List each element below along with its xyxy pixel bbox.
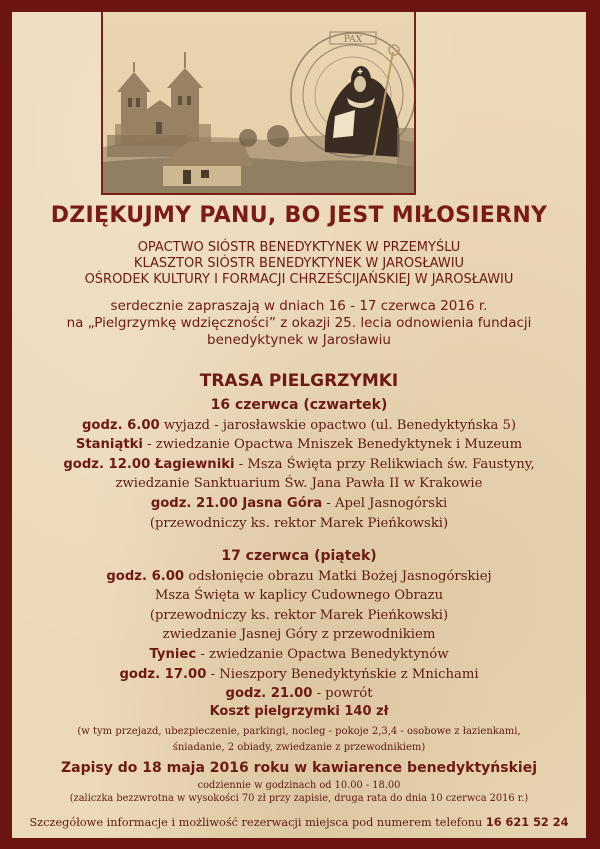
registration-details (12, 779, 586, 805)
registration-deposit: (zaliczka bezzwrotna w wysokości 70 zł przy zapisie, druga rata do dnia 10 czerwca 2016 r.) (69, 793, 529, 804)
schedule-item: Staniątki - zwiedzanie Opactwa Mniszek Benedyktynek i Muzeum (75, 437, 523, 453)
contact-text: Szczegółowe informacje i możliwość rezerwacji miejsca pod numerem telefonu (29, 816, 486, 829)
cost-note-line: (w tym przejazd, ubezpieczenie, parkingi, nocleg - pokoje 2,3,4 - osobowe z łazienkami, (77, 726, 521, 737)
schedule-item: godz. 21.00 Jasna Góra - Apel Jasnogórski (150, 495, 448, 511)
schedule-item: godz. 6.00 wyjazd - jarosławskie opactwo (ul. Benedyktyńska 5) (81, 417, 517, 433)
cost-note-line: śniadanie, 2 obiady, zwiedzanie z przewodnikiem) (172, 742, 426, 753)
invitation-line: na „Pielgrzymkę wdzięczności” z okazji 25. lecia odnowienia fundacji (66, 315, 532, 331)
registration-hours: codziennie w godzinach od 10.00 - 18.00 (197, 780, 401, 791)
day-label: 16 czerwca (czwartek) (210, 397, 388, 413)
cost-note (12, 724, 586, 756)
schedule-item: (przewodniczy ks. rektor Marek Pieńkowski) (149, 515, 449, 531)
cost-title: Koszt pielgrzymki 140 zł (209, 704, 389, 719)
church-and-nun-engraving (103, 12, 414, 193)
nun-figure (325, 45, 400, 162)
schedule-item: godz. 12.00 Łagiewniki - Msza Święta przy Relikwiach św. Faustyny, (63, 456, 535, 472)
registration-title: Zapisy do 18 maja 2016 roku w kawiarence benedyktyńskiej (60, 760, 538, 776)
organizer-line: OPACTWO SIÓSTR BENEDYKTYNEK W PRZEMYŚLU (137, 240, 461, 255)
schedule-item: godz. 6.00 odsłonięcie obrazu Matki Bożej Jasnogórskiej (106, 568, 492, 584)
phone-number: 16 621 52 24 (485, 816, 569, 829)
invitation-line: serdecznie zapraszają w dniach 16 - 17 czerwca 2016 r. (110, 298, 488, 314)
day-2-schedule (12, 547, 586, 704)
invitation-line: benedyktynek w Jarosławiu (207, 332, 391, 348)
schedule-item: Msza Święta w kaplicy Cudownego Obrazu (154, 588, 444, 604)
poster (12, 12, 586, 838)
svg-text:✚: ✚ (357, 68, 363, 76)
schedule-item: zwiedzanie Jasnej Góry z przewodnikiem (162, 627, 436, 643)
day-1-schedule (12, 396, 586, 533)
contact-info (12, 816, 586, 829)
schedule-item: zwiedzanie Sanktuarium Św. Jana Pawła II w Krakowie (115, 476, 483, 492)
organizers (12, 240, 586, 288)
invitation (12, 298, 586, 349)
organizer-line: OŚRODEK KULTURY I FORMACJI CHRZEŚCIJAŃSKIEJ W JAROSŁAWIU (84, 272, 514, 287)
illustration-frame (101, 12, 416, 195)
route-heading: TRASA PIELGRZYMKI (199, 371, 399, 391)
page-title: DZIĘKUJMY PANU, BO JEST MIŁOSIERNY (50, 203, 548, 228)
schedule-item: Tyniec - zwiedzanie Opactwa Benedyktynów (149, 646, 449, 662)
organizer-line: KLASZTOR SIÓSTR BENEDYKTYNEK W JAROSŁAWIU (133, 256, 465, 271)
schedule-item: godz. 17.00 - Nieszpory Benedyktyńskie z Mnichami (119, 666, 479, 682)
schedule-item: godz. 21.00 - powrót (225, 686, 373, 702)
schedule-item: (przewodniczy ks. rektor Marek Pieńkowski) (149, 607, 449, 623)
day-label: 17 czerwca (piątek) (221, 548, 377, 564)
svg-text:PAX: PAX (343, 35, 363, 45)
